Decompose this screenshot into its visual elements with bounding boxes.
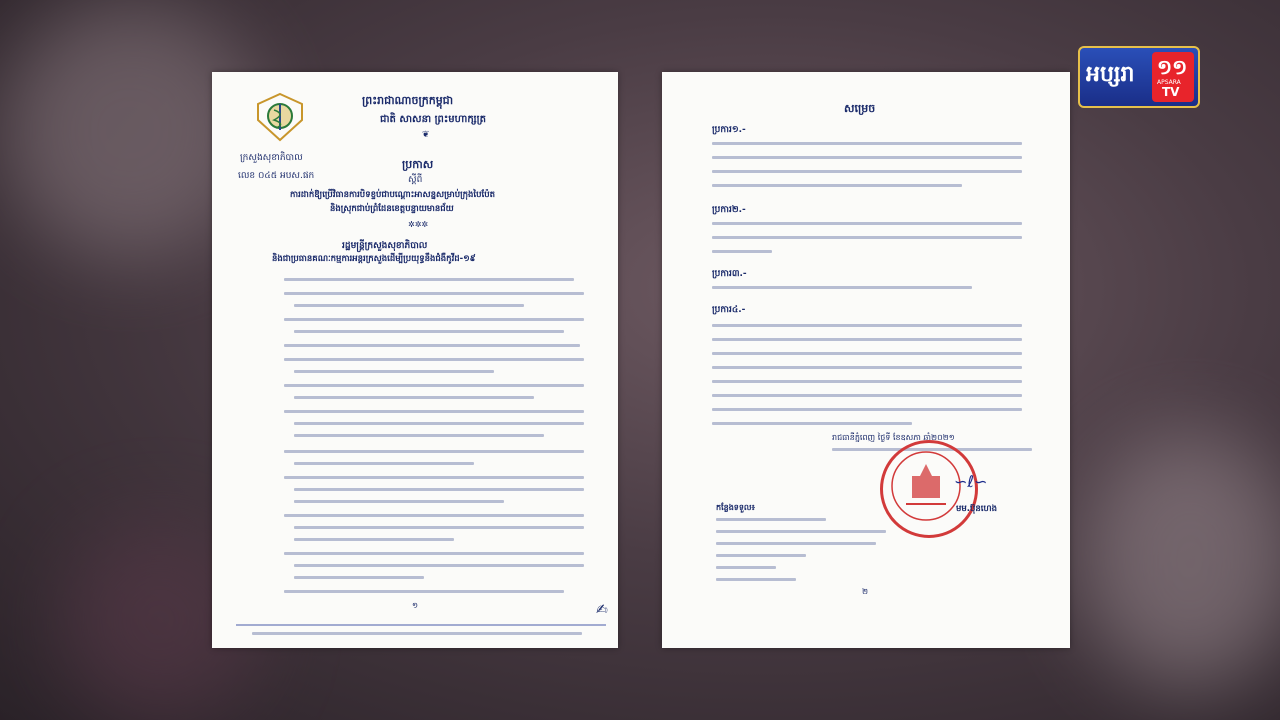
text-line (712, 366, 1022, 369)
text-line (716, 542, 876, 545)
title-ornament: ✲✲✲ (408, 220, 429, 229)
text-line (284, 278, 574, 281)
text-line (294, 526, 584, 529)
minister-line2: និងជាប្រធានគណៈកម្មការអន្តរក្រសួងដើម្បីប្រយុទ្ធនឹងជំងឺកូវីដ-១៩ (272, 254, 476, 264)
text-line (716, 554, 806, 557)
text-line (712, 222, 1022, 225)
text-line (712, 184, 962, 187)
page-number: ២ (862, 587, 869, 596)
document-page-2 (662, 72, 1070, 648)
text-line (284, 552, 584, 555)
doc-title-line2: និងស្រុកជាប់ព្រំដែនខេត្តបន្ទាយមានជ័យ (330, 204, 454, 214)
article-label: ប្រការ៤.- (712, 305, 746, 315)
text-line (712, 286, 972, 289)
text-line (716, 530, 886, 533)
document-page-1 (212, 72, 618, 648)
article-label: ប្រការ៣.- (712, 269, 747, 279)
text-line (712, 324, 1022, 327)
text-line (716, 518, 826, 521)
article-label: ប្រការ២.- (712, 205, 746, 215)
text-line (284, 318, 584, 321)
logo-number-badge (1152, 52, 1194, 102)
text-line (294, 538, 454, 541)
apsara-tv-logo (1078, 46, 1200, 108)
place-date: រាជធានីភ្នំពេញ ថ្ងៃទី ខែឧសភា ឆ្នាំ២០២១ (832, 433, 955, 442)
text-line (294, 576, 424, 579)
background-blob (1080, 430, 1280, 690)
text-line (712, 380, 1022, 383)
text-line (712, 250, 772, 253)
text-line (284, 514, 584, 517)
logo-number: ១១ (1157, 55, 1188, 79)
text-line (712, 142, 1022, 145)
signature-mark: ∽ℓ∽ (954, 472, 988, 491)
text-line (294, 396, 534, 399)
signer-name: មម.ប៊ុនហេង (956, 504, 997, 514)
motto-ornament: ❦ (422, 130, 430, 140)
text-line (284, 292, 584, 295)
text-line (712, 170, 1022, 173)
text-line (284, 590, 564, 593)
text-line (284, 410, 584, 413)
motto: ជាតិ សាសនា ព្រះមហាក្សត្រ (380, 114, 486, 125)
text-line (284, 358, 584, 361)
text-line (712, 338, 1022, 341)
recipients-title: កន្លែងទទួល៖ (716, 503, 756, 512)
page-number: ១ (412, 601, 419, 610)
text-line (294, 330, 564, 333)
initials-mark: ✍ (596, 602, 608, 618)
footer-address (252, 632, 582, 635)
logo-sub-top: APSARA (1157, 79, 1181, 86)
text-line (294, 564, 584, 567)
article-label: ប្រការ១.- (712, 125, 746, 135)
text-line (294, 488, 584, 491)
doc-type: ប្រកាស (402, 158, 434, 171)
doc-subject: ស្តីពី (408, 175, 423, 185)
text-line (712, 422, 912, 425)
text-line (294, 462, 474, 465)
decision-heading: សម្រេច (844, 102, 876, 115)
reference-number: លេខ ០៤៥ អបស.ផក (238, 171, 315, 181)
text-line (712, 408, 1022, 411)
text-line (284, 344, 580, 347)
text-line (284, 476, 584, 479)
text-line (712, 236, 1022, 239)
text-line (716, 578, 796, 581)
text-line (716, 566, 776, 569)
text-line (284, 450, 584, 453)
doc-title-line1: ការដាក់ឱ្យប្រើវិធានការបិទខ្ទប់ជាបណ្តោះអាសន្នសម្រាប់ក្រុងបៃប៉ែត (290, 190, 495, 200)
logo-brand: អប្សរា (1086, 62, 1135, 87)
minister-line1: រដ្ឋមន្ត្រីក្រសួងសុខាភិបាល (342, 241, 428, 251)
text-line (712, 394, 1022, 397)
logo-sub-bottom: TV (1162, 85, 1180, 99)
text-line (294, 304, 524, 307)
text-line (284, 384, 584, 387)
text-line (712, 156, 1022, 159)
kingdom-heading: ព្រះរាជាណាចក្រកម្ពុជា (362, 94, 454, 107)
text-line (294, 434, 544, 437)
ministry-emblem-icon (252, 90, 308, 150)
ministry-name: ក្រសួងសុខាភិបាល (240, 153, 303, 163)
text-line (294, 500, 504, 503)
text-line (294, 370, 494, 373)
footer-divider (236, 624, 606, 626)
text-line (712, 352, 1022, 355)
text-line (294, 422, 584, 425)
